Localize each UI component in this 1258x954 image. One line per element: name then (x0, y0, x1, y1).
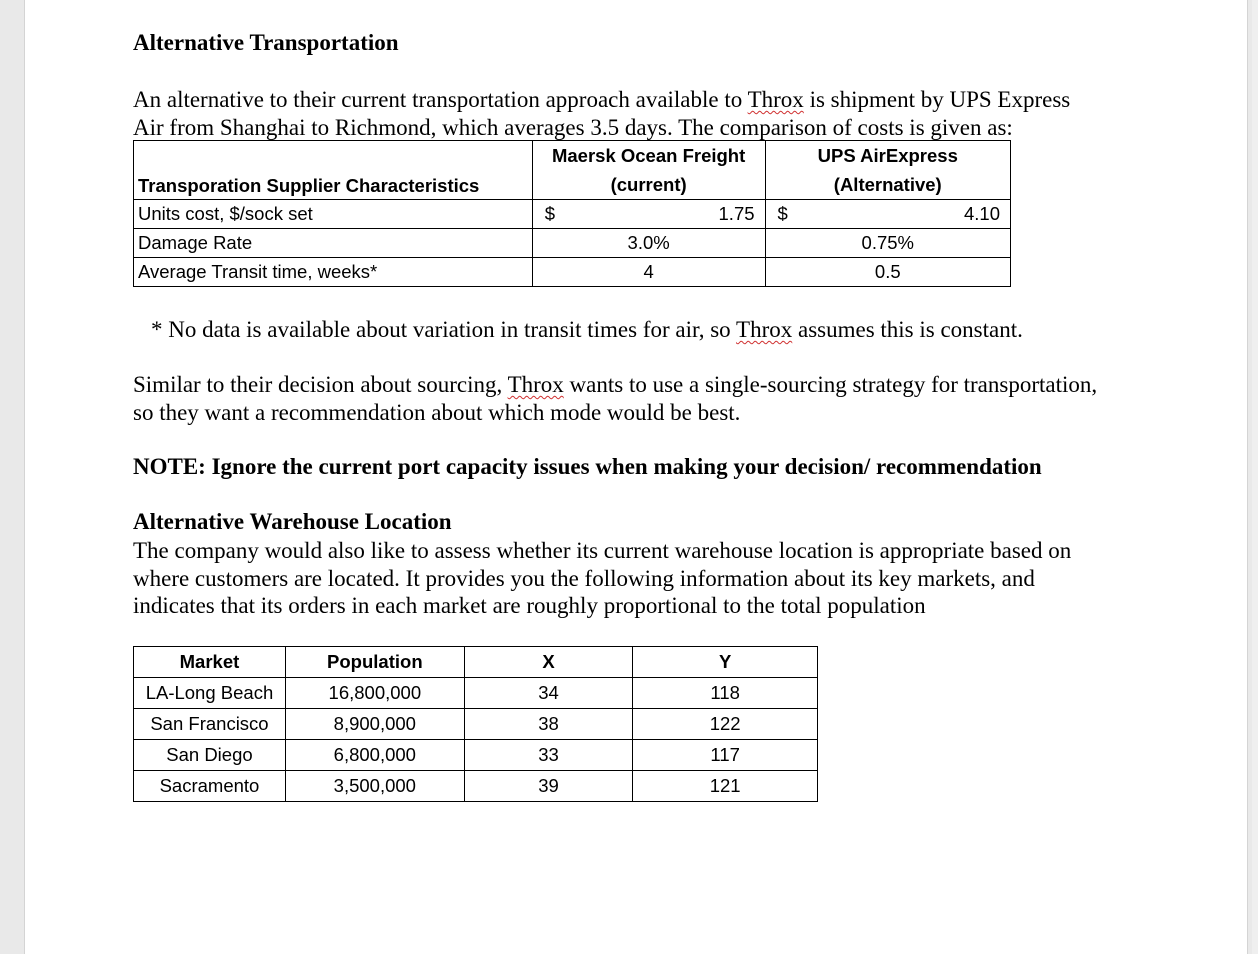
cell-market: San Diego (134, 740, 286, 771)
cell-market: Sacramento (134, 771, 286, 802)
sourcing-line-2: so they want a recommendation about which mode would be best. (133, 399, 741, 425)
cell-population: 16,800,000 (285, 678, 464, 709)
transport-comparison-table (133, 140, 1011, 287)
cell-y: 121 (633, 771, 818, 802)
intro-paragraph (133, 86, 1173, 141)
cell-population: 8,900,000 (285, 709, 464, 740)
row-label: Units cost, $/sock set (134, 200, 533, 229)
heading-alternative-transportation: Alternative Transportation (133, 30, 399, 55)
note-text: NOTE: Ignore the current port capacity issues when making your decision/ recommendation (133, 454, 1042, 479)
warehouse-line-1: The company would also like to assess whether its current warehouse location is appropriate based on (133, 538, 1072, 563)
cell-maersk-damage: 3.0% (532, 229, 765, 258)
sourcing-paragraph (133, 371, 1173, 426)
header-characteristics: Transporation Supplier Characteristics (134, 141, 533, 200)
row-label: Average Transit time, weeks* (134, 258, 533, 287)
spellcheck-word[interactable]: Throx (507, 372, 564, 397)
cell-market: LA-Long Beach (134, 678, 286, 709)
market-table-header (134, 647, 818, 678)
cell-ups-transit: 0.5 (765, 258, 1010, 287)
table-row (134, 771, 818, 802)
cell-y: 118 (633, 678, 818, 709)
table-row (134, 709, 818, 740)
sourcing-line-1: Similar to their decision about sourcing, Throx wants to use a single-sourcing strategy for transportation, (133, 372, 1098, 397)
intro-line-2: Air from Shanghai to Richmond, which averages 3.5 days. The comparison of costs is given as: (133, 114, 1013, 140)
cell-population: 6,800,000 (285, 740, 464, 771)
cell-y: 122 (633, 709, 818, 740)
table-row (134, 229, 1011, 258)
cell-maersk-transit: 4 (532, 258, 765, 287)
market-table (133, 646, 818, 802)
table-row (134, 740, 818, 771)
header-population: Population (285, 647, 464, 678)
table-row (134, 258, 1011, 287)
header-market: Market (134, 647, 286, 678)
cell-x: 39 (464, 771, 633, 802)
warehouse-line-2: where customers are located. It provides you the following information about its key markets, and (133, 565, 1035, 591)
header-ups: UPS AirExpress (Alternative) (765, 141, 1010, 200)
spellcheck-word[interactable]: Throx (736, 317, 793, 342)
footnote: * No data is available about variation in transit times for air, so Throx assumes this is constant. (151, 317, 1023, 342)
cell-x: 34 (464, 678, 633, 709)
cell-market: San Francisco (134, 709, 286, 740)
warehouse-paragraph (133, 537, 1173, 620)
header-maersk: Maersk Ocean Freight (current) (532, 141, 765, 200)
table-row (134, 200, 1011, 229)
cell-x: 33 (464, 740, 633, 771)
heading-alternative-warehouse: Alternative Warehouse Location (133, 509, 452, 534)
table-row (134, 678, 818, 709)
cell-population: 3,500,000 (285, 771, 464, 802)
intro-line-1: An alternative to their current transportation approach available to Throx is shipment by UPS Express (133, 87, 1071, 112)
cell-ups-cost: $ 4.10 (765, 200, 1010, 229)
row-label: Damage Rate (134, 229, 533, 258)
header-x: X (464, 647, 633, 678)
vertical-scrollbar[interactable] (1252, 0, 1258, 954)
cell-y: 117 (633, 740, 818, 771)
header-y: Y (633, 647, 818, 678)
cell-ups-damage: 0.75% (765, 229, 1010, 258)
cell-maersk-cost: $ 1.75 (532, 200, 765, 229)
transport-table-header (134, 141, 1011, 200)
document-page (24, 0, 1248, 954)
spellcheck-word[interactable]: Throx (747, 87, 804, 112)
warehouse-line-3: indicates that its orders in each market are roughly proportional to the total population (133, 593, 926, 618)
cell-x: 38 (464, 709, 633, 740)
